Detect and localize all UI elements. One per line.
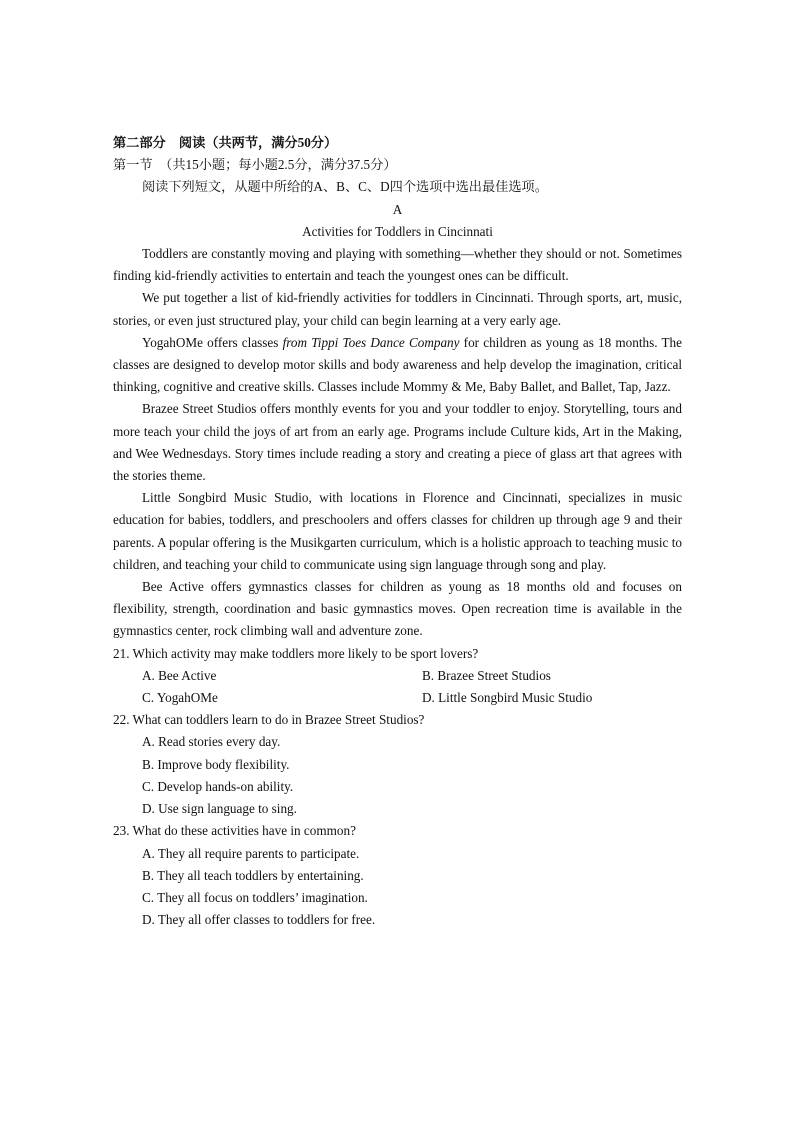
question-23-stem: 23. What do these activities have in common? bbox=[113, 823, 356, 839]
question-22-option-a: A. Read stories every day. bbox=[142, 734, 281, 750]
question-21-options-row-1 bbox=[113, 665, 682, 687]
question-21-option-c: C. YogahOMe bbox=[142, 690, 218, 706]
question-23-option-a: A. They all require parents to participate. bbox=[142, 845, 360, 861]
paragraph-1: Toddlers are constantly moving and playing with something—whether they should or not. Sometimes finding kid-friendly activities to entertain and teach the youngest ones can be difficult. bbox=[113, 246, 682, 284]
question-23-option-d: D. They all offer classes to toddlers for free. bbox=[142, 912, 376, 928]
question-22-option-c: C. Develop hands-on ability. bbox=[142, 778, 294, 794]
section-title: 第一节 （共15小题；每小题2.5分，满分37.5分） bbox=[113, 157, 397, 173]
instruction: 阅读下列短文，从题中所给的A、B、C、D四个选项中选出最佳选项。 bbox=[142, 179, 548, 195]
question-21-stem: 21. Which activity may make toddlers more likely to be sport lovers? bbox=[113, 645, 479, 661]
page-content bbox=[113, 132, 682, 931]
question-21-options-row-2 bbox=[113, 687, 682, 709]
passage-title: Activities for Toddlers in Cincinnati bbox=[302, 223, 493, 239]
part-title: 第二部分 阅读（共两节，满分50分） bbox=[113, 135, 338, 150]
paragraph-3-start: YogahOMe offers classes bbox=[142, 334, 283, 350]
paragraph-2: We put together a list of kid-friendly activities for toddlers in Cincinnati. Through sports, art, music, stories, or even just structured play, your child can begin learning at a very early age. bbox=[113, 290, 682, 328]
question-21-option-b: B. Brazee Street Studios bbox=[422, 667, 551, 683]
passage-letter: A bbox=[392, 201, 403, 217]
paragraph-5: Little Songbird Music Studio, with locations in Florence and Cincinnati, specializes in music education for babies, toddlers, and preschoolers and offers classes for children up through age 9 and their parents. A popular offering is the Musikgarten curriculum, which is a holistic approach to teaching music to children, and teaching your child to communicate using sign language through song and play. bbox=[113, 490, 682, 572]
question-23-option-c: C. They all focus on toddlers’ imagination. bbox=[142, 889, 368, 905]
paragraph-3-end: for children as young as 18 months. The classes are designed to develop motor skills and body awareness and help develop the imagination, critical thinking, cognitive and creative skills. Classes include Mommy & Me, Baby Ballet, and Ballet, Tap, Jazz. bbox=[113, 334, 682, 395]
paragraph-3-italic: from Tippi Toes Dance Company bbox=[282, 334, 460, 350]
question-21-option-a: A. Bee Active bbox=[142, 667, 217, 683]
paragraph-3 bbox=[113, 332, 682, 399]
question-22-option-b: B. Improve body flexibility. bbox=[142, 756, 290, 772]
paragraph-4: Brazee Street Studios offers monthly events for you and your toddler to enjoy. Storytelling, tours and more teach your child the joys of art from an early age. Programs include Culture kids, Art in the Making, and Wee Wednesdays. Story times include reading a story and creating a piece of glass art that agrees with the stories theme. bbox=[113, 401, 682, 484]
question-22-stem: 22. What can toddlers learn to do in Brazee Street Studios? bbox=[113, 712, 425, 728]
question-23-option-b: B. They all teach toddlers by entertaining. bbox=[142, 867, 364, 883]
paragraph-6: Bee Active offers gymnastics classes for children as young as 18 months old and focuses on flexibility, strength, coordination and basic gymnastics moves. Open recreation time is available in the gymnastics center, rock climbing wall and adventure zone. bbox=[113, 579, 682, 639]
question-21-option-d: D. Little Songbird Music Studio bbox=[422, 690, 593, 706]
question-22-option-d: D. Use sign language to sing. bbox=[142, 801, 297, 817]
